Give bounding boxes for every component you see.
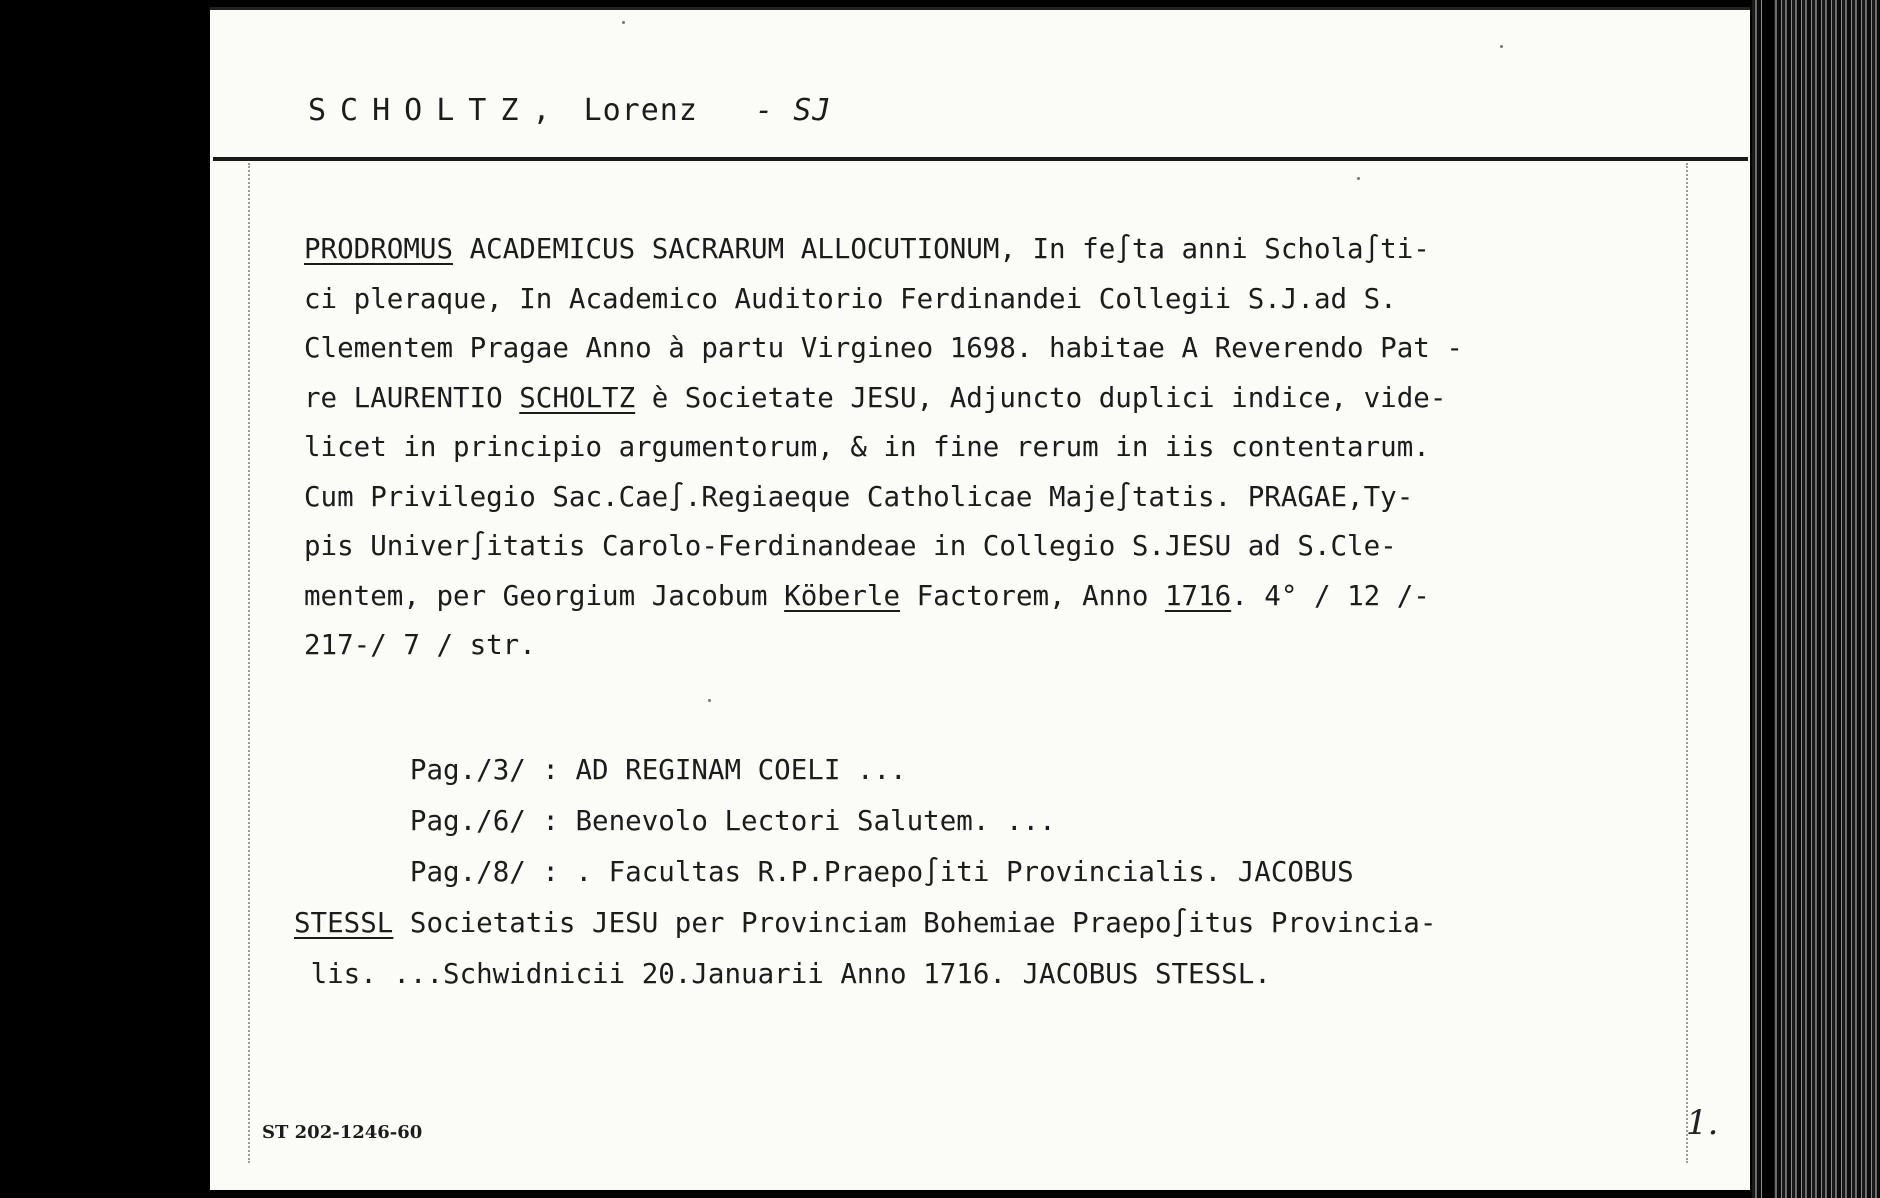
left-margin-line	[248, 163, 250, 1163]
entry-text: AD REGINAM COELI ...	[575, 754, 907, 786]
description-line: Clementem Pragae Anno à partu Virgineo 1698. habitae A Reverendo Pat -	[304, 332, 1463, 364]
description-line: ci pleraque, In Academico Auditorio Ferdinandei Collegii S.J.ad S.	[304, 282, 1397, 315]
heading-rule	[213, 157, 1748, 161]
contents-entries	[294, 745, 1694, 1000]
contents-entry: Pag./6/ : Benevolo Lectori Salutem. ...	[409, 805, 1056, 837]
description-line: re LAURENTIO SCHOLTZ è Societate JESU, Adjuncto duplici indice, vide-	[304, 381, 1447, 414]
scan-speck	[622, 21, 625, 24]
card-form-code: ST 202-1246-60	[262, 1122, 423, 1143]
entry-page: Pag./3/	[409, 754, 526, 786]
title-keyword: PRODROMUS	[304, 233, 454, 265]
catalog-card	[210, 7, 1750, 1190]
religious-order: - SJ	[755, 93, 832, 128]
entry-page: Pag./8/	[409, 856, 526, 888]
handwritten-page-mark: 1.	[1686, 1103, 1719, 1143]
entry-text: Benevolo Lectori Salutem. ...	[575, 805, 1056, 837]
year-underlined: 1716	[1164, 579, 1232, 612]
card-top-edge	[210, 7, 1750, 10]
entry-page: Pag./6/	[409, 805, 526, 837]
entry-continuation-line: lis. ...Schwidnicii 20.Januarii Anno 1716. JACOBUS STESSL.	[310, 958, 1271, 990]
description-line: pis Univer∫itatis Carolo-Ferdinandeae in Collegio S.JESU ad S.Cle-	[304, 530, 1397, 562]
entry-text: Facultas R.P.Praepo∫iti Provincialis. JACOBUS	[608, 856, 1354, 888]
scan-speck	[1500, 45, 1503, 48]
entry-continuation-line: STESSL Societatis JESU per Provinciam Bohemiae Praepo∫itus Provincia-	[294, 907, 1437, 939]
scan-speck	[708, 699, 711, 702]
author-given-name: Lorenz	[583, 93, 698, 128]
printer-name-underlined: Köberle	[784, 579, 901, 612]
provincial-name-underlined: STESSL	[294, 907, 394, 939]
scan-speck	[1357, 177, 1360, 180]
contents-entry: Pag./8/ : . Facultas R.P.Praepo∫iti Provincialis. JACOBUS	[409, 856, 1354, 888]
description-line: mentem, per Georgium Jacobum Köberle Factorem, Anno 1716. 4° / 12 /-	[304, 579, 1430, 612]
description-line: 217-/ 7 / str.	[304, 629, 536, 661]
card-heading	[308, 93, 831, 128]
bibliographic-description	[304, 225, 1689, 671]
scan-edge-band	[1762, 0, 1774, 1198]
description-line: Cum Privilegio Sac.Cae∫.Regiaeque Catholicae Maje∫tatis. PRAGAE,Ty-	[304, 480, 1414, 513]
contents-entry: Pag./3/ : AD REGINAM COELI ...	[409, 754, 907, 786]
description-line: PRODROMUS ACADEMICUS SACRARUM ALLOCUTIONUM, In fe∫ta anni Schola∫ti-	[304, 233, 1430, 265]
description-line: licet in principio argumentorum, & in fine rerum in iis contentarum.	[304, 431, 1430, 463]
author-surname: SCHOLTZ,	[308, 93, 565, 128]
author-name-underlined: SCHOLTZ	[519, 381, 636, 414]
